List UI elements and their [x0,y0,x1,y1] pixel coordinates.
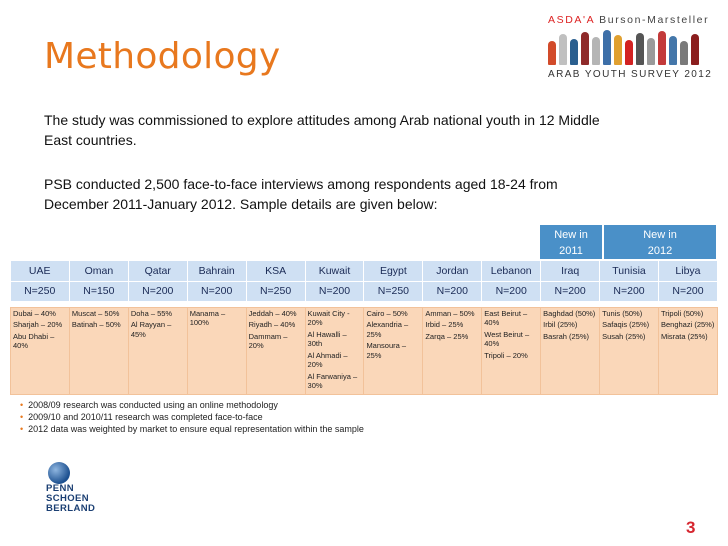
country-header: Lebanon [482,261,541,281]
city-share: Irbid – 25% [425,320,464,329]
youth-figure [669,36,677,65]
city-share: Basrah (25%) [543,331,590,341]
sample-size-cell: N=250 [11,281,70,301]
city-share: Safaqis (25%) [602,320,650,329]
city-share: Tripoli (50%) [660,308,704,318]
city-share: Al Rayyan – 45% [130,320,172,339]
city-share: Tripoli – 20% [484,350,528,360]
youth-figure [559,34,567,65]
country-header: Libya [658,261,717,281]
youth-figure [625,40,633,65]
city-share: Al Ahmadi – 20% [307,350,348,369]
sample-size-cell: N=200 [305,281,364,301]
city-share: Sharjah – 20% [13,320,63,329]
city-share: Cairo – 50% [366,308,408,318]
city-cell [128,307,187,394]
city-cell [658,307,717,394]
youth-figure [680,41,688,65]
brand-prefix: ASDA'A [548,14,595,26]
city-share: Baghdad (50%) [543,308,596,318]
sample-size-cell: N=250 [364,281,423,301]
city-share: Muscat – 50% [71,308,120,318]
youth-figure [636,33,644,65]
city-cell [69,307,128,394]
country-header: Bahrain [187,261,246,281]
city-share: Jeddah – 40% [248,308,297,318]
city-share: Kuwait City - 20% [307,308,350,327]
city-cell [305,307,364,394]
youth-figure [592,37,600,65]
city-cell [482,307,541,394]
sample-size-cell: N=200 [128,281,187,301]
country-header: Oman [69,261,128,281]
country-header: UAE [11,261,70,281]
city-share: Dubai – 40% [13,308,56,318]
sample-size-cell: N=200 [482,281,541,301]
country-header: Jordan [423,261,482,281]
country-header: Egypt [364,261,423,281]
sample-size-cell: N=200 [541,281,600,301]
city-share: Al Hawalli – 30th [307,329,347,348]
country-header: KSA [246,261,305,281]
new-in-2011-line1: New in [554,229,588,241]
sample-size-cell: N=150 [69,281,128,301]
city-share: Batinah – 50% [71,320,121,329]
survey-name: ARAB YOUTH SURVEY 2012 [548,69,713,80]
youth-figure [647,38,655,65]
new-in-2012-line1: New in [643,229,677,241]
city-cell [364,307,423,394]
note-item: • 2008/09 research was conducted using an online methodology [20,399,364,411]
new-in-2012-line2: 2012 [647,245,673,257]
psb-logo-word: SCHOEN [46,493,90,504]
city-cell [11,307,70,394]
new-in-2011-line2: 2011 [559,245,583,257]
youth-figure [603,30,611,65]
youth-figure [691,34,699,65]
intro-paragraph: The study was commissioned to explore attitudes among Arab national youth in 12 Middle East countries. [44,112,600,148]
new-in-2012-box [604,225,716,259]
country-header: Qatar [128,261,187,281]
city-share: East Beirut – 40% [484,308,528,327]
city-share: Mansoura – 25% [366,341,407,360]
sample-size-cell: N=250 [246,281,305,301]
page-number: 3 [686,518,696,537]
city-share: West Beirut – 40% [484,329,530,348]
city-cell [423,307,482,394]
psb-logo [46,462,106,528]
youth-figures-graphic [548,29,708,65]
youth-figure [570,39,578,65]
city-share: Irbil (25%) [543,320,578,329]
city-share: Dammam – 20% [248,331,288,350]
globe-icon [48,462,70,484]
city-share: Doha – 55% [130,308,173,318]
sample-details-table [10,261,718,395]
brand-suffix: Burson-Marsteller [599,14,710,26]
sample-size-cell: N=200 [600,281,659,301]
city-share: Manama – 100% [189,308,226,327]
note-item: • 2012 data was weighted by market to ensure equal representation within the sample [20,423,364,435]
note-item: • 2009/10 and 2010/11 research was completed face-to-face [20,411,364,423]
city-breakdown-row [11,307,718,394]
country-header-row [11,261,718,281]
youth-figure [614,35,622,65]
city-cell [187,307,246,394]
sample-size-cell: N=200 [423,281,482,301]
methodology-paragraph: PSB conducted 2,500 face-to-face interviews among respondents aged 18-24 from December 2011-January 2012. Sample details are given below: [44,176,558,212]
city-share: Amman – 50% [425,308,475,318]
city-share: Misrata (25%) [660,331,708,341]
country-header: Iraq [541,261,600,281]
city-share: Alexandria – 25% [366,320,409,339]
city-cell [541,307,600,394]
new-in-2011-box [540,225,602,259]
city-share: Abu Dhabi – 40% [13,331,55,350]
youth-figure [581,32,589,65]
arab-youth-survey-logo [548,14,713,80]
slide-title: Methodology [44,36,281,77]
city-share: Riyadh – 40% [248,320,296,329]
city-share: Susah (25%) [602,331,646,341]
psb-logo-word: PENN [46,483,74,494]
sample-size-cell: N=200 [187,281,246,301]
sample-size-row [11,281,718,301]
youth-figure [658,31,666,65]
city-cell [600,307,659,394]
notes-list [20,399,364,435]
country-header: Tunisia [600,261,659,281]
city-share: Zarqa – 25% [425,331,469,341]
sample-size-cell: N=200 [658,281,717,301]
country-header: Kuwait [305,261,364,281]
youth-figure [548,41,556,65]
city-share: Benghazi (25%) [660,320,715,329]
city-share: Tunis (50%) [602,308,643,318]
city-cell [246,307,305,394]
psb-logo-word: BERLAND [46,503,96,514]
city-share: Al Farwaniya – 30% [307,371,358,390]
